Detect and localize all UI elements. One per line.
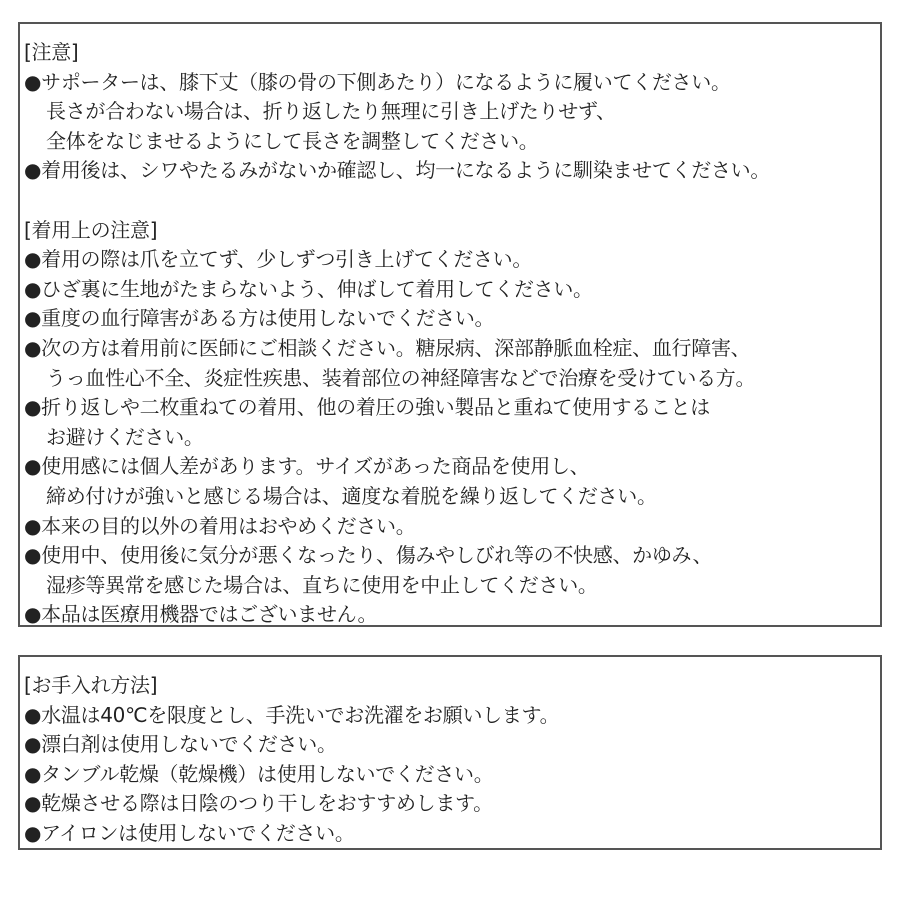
list-item: ●本来の目的以外の着用はおやめください。 [24, 513, 416, 538]
care-box [18, 655, 882, 850]
list-item: ●サポーターは、膝下丈（膝の骨の下側あたり）になるように履いてください。 [24, 69, 731, 94]
list-item: ●タンブル乾燥（乾燥機）は使用しないでください。 [24, 761, 494, 786]
list-item: ●アイロンは使用しないでください。 [24, 820, 355, 845]
list-item: ●使用感には個人差があります。サイズがあった商品を使用し、 [24, 454, 590, 479]
list-item: 長さが合わない場合は、折り返したり無理に引き上げたりせず、 [46, 99, 616, 124]
list-item: ●漂白剤は使用しないでください。 [24, 732, 337, 757]
list-item: うっ血性心不全、炎症性疾患、装着部位の神経障害などで治療を受けている方。 [46, 365, 756, 390]
list-item: ●本品は医療用機器ではございません。 [24, 602, 378, 627]
caution-box [18, 22, 882, 627]
list-item: ●ひざ裏に生地がたまらないよう、伸ばして着用してください。 [24, 276, 593, 301]
wearing-caution-list [24, 245, 880, 630]
wearing-caution-heading: [着用上の注意] [24, 217, 158, 242]
list-item: ●乾燥させる際は日陰のつり干しをおすすめします。 [24, 791, 493, 816]
list-item: ●着用後は、シワやたるみがないか確認し、均一になるように馴染ませてください。 [24, 158, 771, 183]
list-item: 全体をなじませるようにして長さを調整してください。 [46, 128, 539, 153]
list-item: ●使用中、使用後に気分が悪くなったり、傷みやしびれ等の不快感、かゆみ、 [24, 543, 713, 568]
list-item: ●着用の際は爪を立てず、少しずつ引き上げてください。 [24, 247, 533, 272]
list-item: 湿疹等異常を感じた場合は、直ちに使用を中止してください。 [46, 572, 598, 597]
caution-list [24, 68, 880, 186]
spacer [24, 186, 880, 216]
list-item: ●次の方は着用前に医師にご相談ください。糖尿病、深部静脈血栓症、血行障害、 [24, 335, 751, 360]
list-item: ●折り返しや二枚重ねての着用、他の着圧の強い製品と重ねて使用することは [24, 395, 710, 420]
list-item: ●重度の血行障害がある方は使用しないでください。 [24, 306, 495, 331]
care-heading: [お手入れ方法] [24, 673, 158, 697]
list-item: 締め付けが強いと感じる場合は、適度な着脱を繰り返してください。 [46, 483, 657, 508]
caution-heading: [注意] [24, 40, 79, 64]
list-item: ●水温は40℃を限度とし、手洗いでお洗濯をお願いします。 [24, 702, 560, 727]
list-item: お避けください。 [46, 424, 204, 449]
care-list [24, 701, 880, 849]
